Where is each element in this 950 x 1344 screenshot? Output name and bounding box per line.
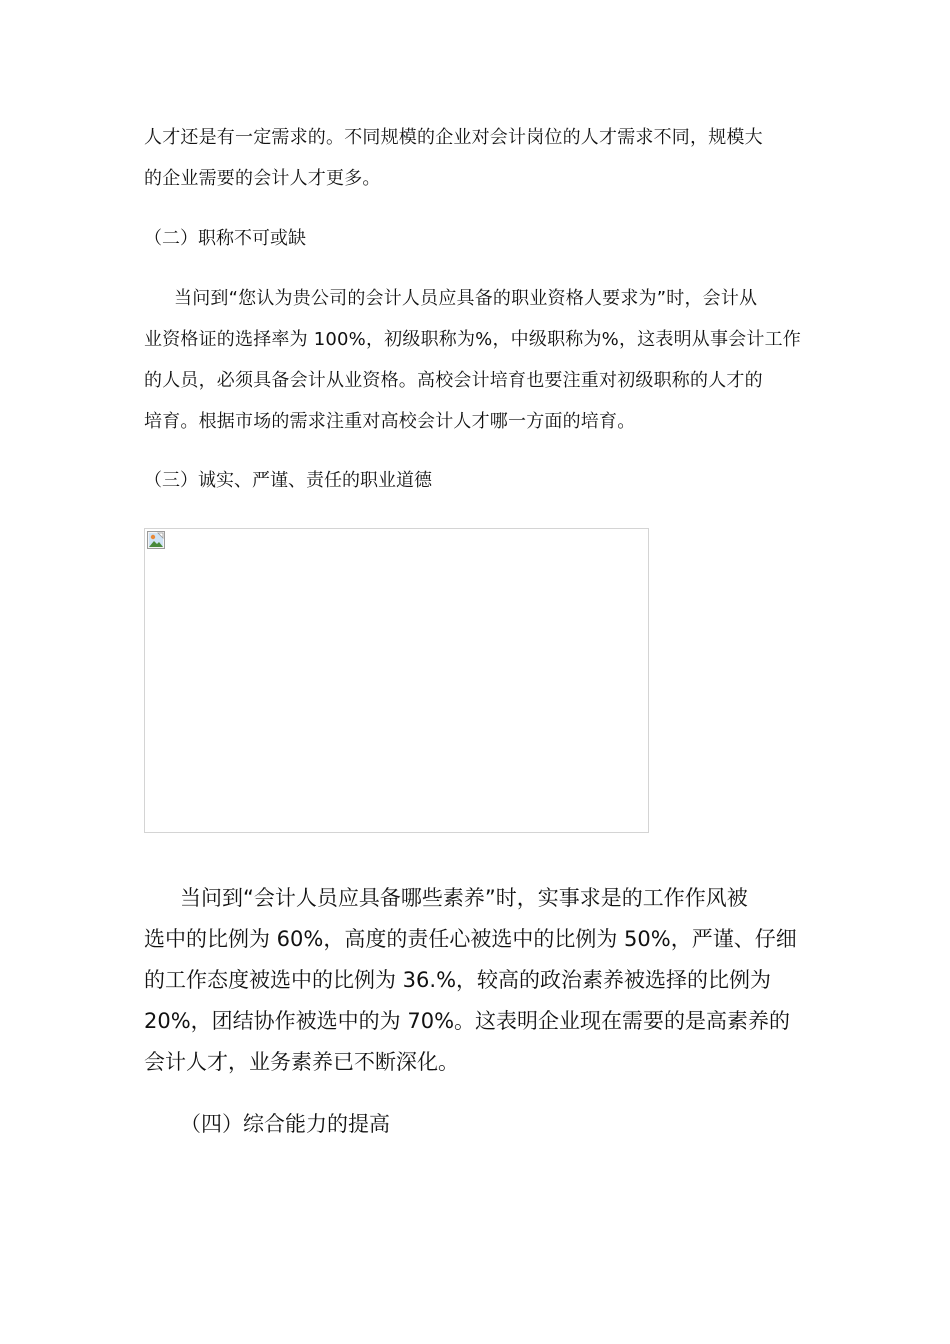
text-line: 会计人才，业务素养已不断深化。: [144, 1050, 459, 1074]
text-line: 的工作态度被选中的比例为 36.%，较高的政治素养被选择的比例为: [144, 968, 772, 992]
section-heading-title-indispensable: （二）职称不可或缺: [144, 228, 306, 249]
text-line: 当问到“会计人员应具备哪些素养”时，实事求是的工作作风被: [180, 886, 748, 910]
embedded-image-placeholder: [144, 528, 649, 833]
broken-image-icon: [147, 531, 165, 549]
text-line: 的企业需要的会计人才更多。: [144, 168, 381, 189]
text-line: 当问到“您认为贵公司的会计人员应具备的职业资格人要求为”时，会计从: [174, 288, 758, 309]
section-heading-professional-ethics: （三）诚实、严谨、责任的职业道德: [144, 470, 432, 491]
text-line: 人才还是有一定需求的。不同规模的企业对会计岗位的人才需求不同，规模大: [144, 127, 763, 148]
text-line: 业资格证的选择率为 100%，初级职称为%，中级职称为%，这表明从事会计工作: [144, 329, 801, 350]
text-line: 的人员，必须具备会计从业资格。高校会计培育也要注重对初级职称的人才的: [144, 370, 763, 391]
paragraph-talent-demand: [144, 117, 810, 199]
section-heading-comprehensive-ability: （四）综合能力的提高: [180, 1112, 390, 1136]
text-line: 选中的比例为 60%，高度的责任心被选中的比例为 50%，严谨、仔细: [144, 927, 797, 951]
text-line: 培育。根据市场的需求注重对高校会计人才哪一方面的培育。: [144, 411, 636, 432]
paragraph-qualification-requirements: [144, 278, 810, 442]
paragraph-professional-qualities: [144, 878, 810, 1083]
text-line: 20%，团结协作被选中的为 70%。这表明企业现在需要的是高素养的: [144, 1009, 791, 1033]
